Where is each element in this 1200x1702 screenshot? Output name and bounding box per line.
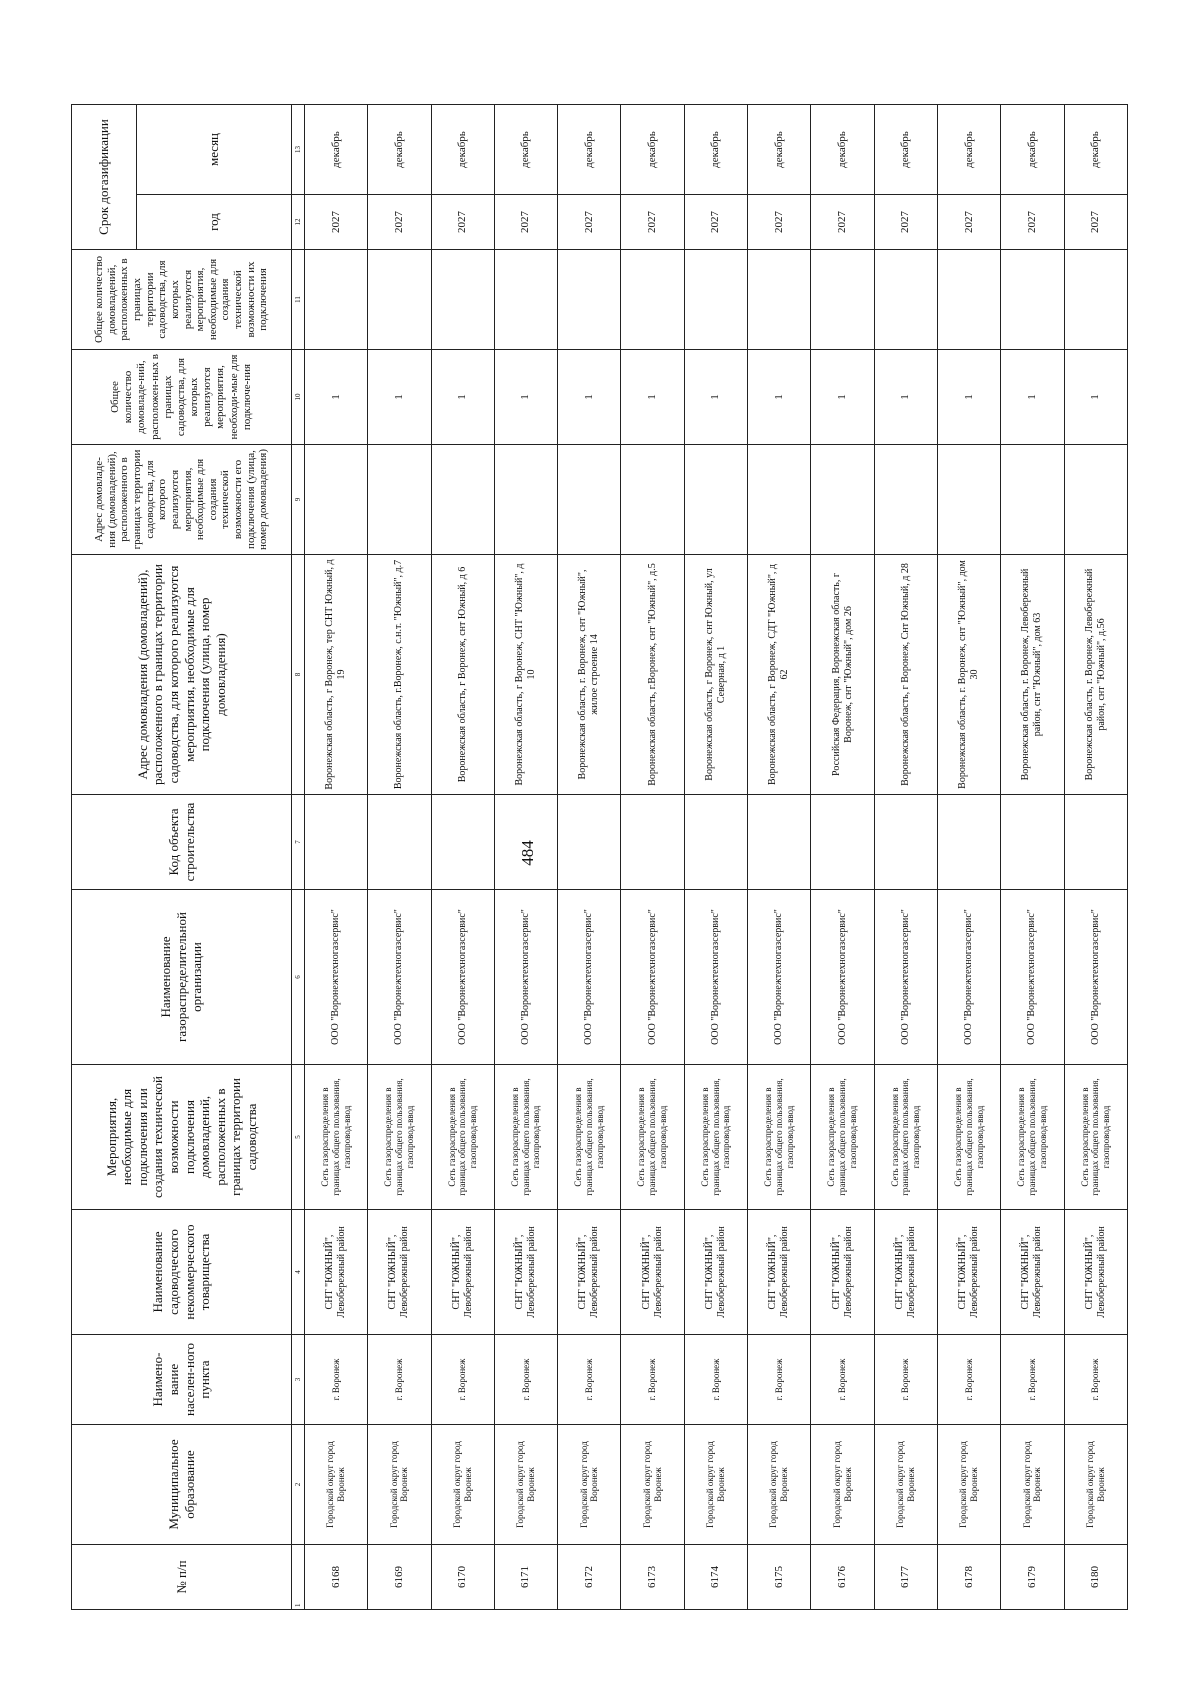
month-cell: декабрь (431, 105, 494, 195)
header-year: год (137, 195, 292, 250)
settlement-cell: г. Воронеж (874, 1335, 937, 1425)
measures-cell: Сеть газораспределения в границах общего пользования, газопровод-ввод (874, 1065, 937, 1210)
snt-cell: СНТ "ЮЖНЫЙ", Левобережный район (937, 1210, 1000, 1335)
month-cell: декабрь (305, 105, 368, 195)
row-number: 6179 (1001, 1545, 1064, 1610)
address-tech-cell (874, 445, 937, 555)
address-tech-cell (811, 445, 874, 555)
header-num: № п/п (72, 1545, 292, 1610)
count-tech-cell (368, 250, 431, 350)
row-number: 6169 (368, 1545, 431, 1610)
column-number-row (292, 105, 305, 1610)
object-code-cell (494, 795, 557, 890)
measures-cell: Сеть газораспределения в границах общего пользования, газопровод-ввод (684, 1065, 747, 1210)
object-code-cell (684, 795, 747, 890)
row-number: 6173 (621, 1545, 684, 1610)
snt-cell: СНТ "ЮЖНЫЙ", Левобережный район (558, 1210, 621, 1335)
row-number: 6176 (811, 1545, 874, 1610)
table-body (305, 105, 1128, 1610)
header-address-connect: Адрес домовладения (домовладений), расположенного в границах территории садоводства, для которого реализуются мероприятия, необходимые для подключения (улица, номер домовладения) (72, 555, 292, 795)
address-tech-cell (684, 445, 747, 555)
settlement-cell: г. Воронеж (621, 1335, 684, 1425)
table-row (811, 105, 874, 1610)
object-code-cell (558, 795, 621, 890)
year-cell: 2027 (937, 195, 1000, 250)
row-number: 6172 (558, 1545, 621, 1610)
snt-cell: СНТ "ЮЖНЫЙ", Левобережный район (874, 1210, 937, 1335)
column-number: 1 (292, 1545, 305, 1610)
count-connect-cell: 1 (1064, 350, 1127, 445)
address-cell: Воронежская область, г. Воронеж, Левобережный район, снт "Южный", дом 63 (1001, 555, 1064, 795)
settlement-cell: г. Воронеж (494, 1335, 557, 1425)
settlement-cell: г. Воронеж (558, 1335, 621, 1425)
year-cell: 2027 (431, 195, 494, 250)
month-cell: декабрь (684, 105, 747, 195)
settlement-cell: г. Воронеж (1001, 1335, 1064, 1425)
year-cell: 2027 (494, 195, 557, 250)
municipal-cell: Городской округ город Воронеж (874, 1425, 937, 1545)
count-tech-cell (558, 250, 621, 350)
gasification-table (71, 104, 1128, 1610)
header-month: месяц (137, 105, 292, 195)
municipal-cell: Городской округ город Воронеж (748, 1425, 811, 1545)
count-connect-cell: 1 (494, 350, 557, 445)
object-code-cell (748, 795, 811, 890)
gas-org-cell: ООО "Воронежтехногазсервис" (684, 890, 747, 1065)
count-tech-cell (811, 250, 874, 350)
count-tech-cell (748, 250, 811, 350)
object-code-cell (368, 795, 431, 890)
gas-org-cell: ООО "Воронежтехногазсервис" (368, 890, 431, 1065)
table-row (305, 105, 368, 1610)
header-row-1 (72, 105, 137, 1610)
municipal-cell: Городской округ город Воронеж (368, 1425, 431, 1545)
year-cell: 2027 (874, 195, 937, 250)
municipal-cell: Городской округ город Воронеж (811, 1425, 874, 1545)
settlement-cell: г. Воронеж (431, 1335, 494, 1425)
year-cell: 2027 (558, 195, 621, 250)
table-row (937, 105, 1000, 1610)
address-tech-cell (305, 445, 368, 555)
year-cell: 2027 (811, 195, 874, 250)
month-cell: декабрь (811, 105, 874, 195)
measures-cell: Сеть газораспределения в границах общего пользования, газопровод-ввод (305, 1065, 368, 1210)
month-cell: декабрь (621, 105, 684, 195)
header-settlement: Наимено-вание населен-ного пункта (72, 1335, 292, 1425)
column-number: 6 (292, 890, 305, 1065)
year-cell: 2027 (1064, 195, 1127, 250)
address-cell: Воронежская область, г Воронеж, СНТ "Южный", д 10 (494, 555, 557, 795)
gas-org-cell: ООО "Воронежтехногазсервис" (558, 890, 621, 1065)
settlement-cell: г. Воронеж (684, 1335, 747, 1425)
count-tech-cell (305, 250, 368, 350)
count-tech-cell (937, 250, 1000, 350)
count-tech-cell (874, 250, 937, 350)
month-cell: декабрь (748, 105, 811, 195)
count-tech-cell (621, 250, 684, 350)
address-cell: Воронежская область, г Воронеж, Снт Южный, д 28 (874, 555, 937, 795)
object-code-cell (431, 795, 494, 890)
object-code-cell (621, 795, 684, 890)
settlement-cell: г. Воронеж (305, 1335, 368, 1425)
settlement-cell: г. Воронеж (1064, 1335, 1127, 1425)
count-connect-cell: 1 (874, 350, 937, 445)
municipal-cell: Городской округ город Воронеж (621, 1425, 684, 1545)
count-connect-cell: 1 (305, 350, 368, 445)
address-tech-cell (937, 445, 1000, 555)
address-cell: Воронежская область, г Воронеж, тер СНТ Южный, д 19 (305, 555, 368, 795)
snt-cell: СНТ "ЮЖНЫЙ", Левобережный район (1064, 1210, 1127, 1335)
address-tech-cell (494, 445, 557, 555)
table-row (874, 105, 937, 1610)
gas-org-cell: ООО "Воронежтехногазсервис" (874, 890, 937, 1065)
gas-org-cell: ООО "Воронежтехногазсервис" (621, 890, 684, 1065)
month-cell: декабрь (558, 105, 621, 195)
gas-org-cell: ООО "Воронежтехногазсервис" (748, 890, 811, 1065)
year-cell: 2027 (684, 195, 747, 250)
gas-org-cell: ООО "Воронежтехногазсервис" (431, 890, 494, 1065)
header-count-connect: Общее количество домовладе-ний, расположен-ных в границах садоводства, для которых реализуются мероприятия, необходи-мые для подключе-ния (72, 350, 292, 445)
table-row (1001, 105, 1064, 1610)
year-cell: 2027 (748, 195, 811, 250)
column-number: 4 (292, 1210, 305, 1335)
row-number: 6171 (494, 1545, 557, 1610)
address-cell: Воронежская область, г Воронеж, снт Южный, ул Северная, д 1 (684, 555, 747, 795)
measures-cell: Сеть газораспределения в границах общего пользования, газопровод-ввод (1064, 1065, 1127, 1210)
row-number: 6175 (748, 1545, 811, 1610)
address-tech-cell (558, 445, 621, 555)
count-connect-cell: 1 (368, 350, 431, 445)
year-cell: 2027 (1001, 195, 1064, 250)
gas-org-cell: ООО "Воронежтехногазсервис" (305, 890, 368, 1065)
object-code-cell (874, 795, 937, 890)
count-connect-cell: 1 (811, 350, 874, 445)
header-count-tech: Общее количество домовладений, расположенных в границах территории садоводства, для которых реализуются мероприятия, необходимые для создания технической возможности их подключения (72, 250, 292, 350)
measures-cell: Сеть газораспределения в границах общего пользования, газопровод-ввод (748, 1065, 811, 1210)
object-code-cell (937, 795, 1000, 890)
municipal-cell: Городской округ город Воронеж (937, 1425, 1000, 1545)
snt-cell: СНТ "ЮЖНЫЙ", Левобережный район (305, 1210, 368, 1335)
count-tech-cell (684, 250, 747, 350)
header-snt: Наименование садоводческого некоммерческого товарищества (72, 1210, 292, 1335)
document-table-wrapper (71, 105, 1128, 1610)
settlement-cell: г. Воронеж (368, 1335, 431, 1425)
table-row (1064, 105, 1127, 1610)
table-row (621, 105, 684, 1610)
municipal-cell: Городской округ город Воронеж (1064, 1425, 1127, 1545)
header-object-code: Код объекта строительства (72, 795, 292, 890)
count-connect-cell: 1 (621, 350, 684, 445)
month-cell: декабрь (1001, 105, 1064, 195)
gas-org-cell: ООО "Воронежтехногазсервис" (937, 890, 1000, 1065)
page-number: 484 (518, 840, 537, 866)
table-row (494, 105, 557, 1610)
count-connect-cell: 1 (558, 350, 621, 445)
object-code-cell (1064, 795, 1127, 890)
column-number: 11 (292, 250, 305, 350)
row-number: 6170 (431, 1545, 494, 1610)
address-cell: Воронежская область, г. Воронеж, снт "Южный", жилое строение 14 (558, 555, 621, 795)
count-connect-cell: 1 (1001, 350, 1064, 445)
table-row (431, 105, 494, 1610)
settlement-cell: г. Воронеж (811, 1335, 874, 1425)
row-number: 6180 (1064, 1545, 1127, 1610)
address-tech-cell (748, 445, 811, 555)
address-tech-cell (1064, 445, 1127, 555)
table-row (368, 105, 431, 1610)
snt-cell: СНТ "ЮЖНЫЙ", Левобережный район (431, 1210, 494, 1335)
address-cell: Воронежская область, г. Воронеж, Левобережный район, снт "Южный", д.56 (1064, 555, 1127, 795)
count-connect-cell: 1 (748, 350, 811, 445)
month-cell: декабрь (1064, 105, 1127, 195)
measures-cell: Сеть газораспределения в границах общего пользования, газопровод-ввод (1001, 1065, 1064, 1210)
municipal-cell: Городской округ город Воронеж (1001, 1425, 1064, 1545)
column-number: 7 (292, 795, 305, 890)
address-tech-cell (368, 445, 431, 555)
month-cell: декабрь (368, 105, 431, 195)
gas-org-cell: ООО "Воронежтехногазсервис" (1001, 890, 1064, 1065)
address-cell: Российская Федерация, Воронежская область, г Воронеж, снт "Южный", дом 26 (811, 555, 874, 795)
count-connect-cell: 1 (937, 350, 1000, 445)
address-cell: Воронежская область, г Воронеж, снт Южный, д 6 (431, 555, 494, 795)
gas-org-cell: ООО "Воронежтехногазсервис" (1064, 890, 1127, 1065)
object-code-cell (811, 795, 874, 890)
column-number: 10 (292, 350, 305, 445)
count-tech-cell (494, 250, 557, 350)
year-cell: 2027 (305, 195, 368, 250)
measures-cell: Сеть газораспределения в границах общего пользования, газопровод-ввод (431, 1065, 494, 1210)
municipal-cell: Городской округ город Воронеж (684, 1425, 747, 1545)
table-row (748, 105, 811, 1610)
address-cell: Воронежская область, г.Воронеж, снт "Южный", д.5 (621, 555, 684, 795)
address-cell: Воронежская область, г.Воронеж, с.н.т. "Южный", д.7 (368, 555, 431, 795)
row-number: 6178 (937, 1545, 1000, 1610)
snt-cell: СНТ "ЮЖНЫЙ", Левобережный район (494, 1210, 557, 1335)
gas-org-cell: ООО "Воронежтехногазсервис" (811, 890, 874, 1065)
address-cell: Воронежская область, г Воронеж, СДТ "Южный", д 62 (748, 555, 811, 795)
municipal-cell: Городской округ город Воронеж (494, 1425, 557, 1545)
snt-cell: СНТ "ЮЖНЫЙ", Левобережный район (1001, 1210, 1064, 1335)
row-number: 6177 (874, 1545, 937, 1610)
municipal-cell: Городской округ город Воронеж (305, 1425, 368, 1545)
measures-cell: Сеть газораспределения в границах общего пользования, газопровод-ввод (621, 1065, 684, 1210)
settlement-cell: г. Воронеж (937, 1335, 1000, 1425)
header-address-tech: Адрес домовладе-ния (домовладений), расположенного в границах территории садоводства, для которого реализуются мероприятия, необходимые для создания технической возможности его подключения (улица, номер домовладения) (72, 445, 292, 555)
address-tech-cell (621, 445, 684, 555)
settlement-cell: г. Воронеж (748, 1335, 811, 1425)
month-cell: декабрь (937, 105, 1000, 195)
column-number: 3 (292, 1335, 305, 1425)
year-cell: 2027 (368, 195, 431, 250)
measures-cell: Сеть газораспределения в границах общего пользования, газопровод-ввод (811, 1065, 874, 1210)
table-row (684, 105, 747, 1610)
column-number: 8 (292, 555, 305, 795)
snt-cell: СНТ "ЮЖНЫЙ", Левобережный район (368, 1210, 431, 1335)
snt-cell: СНТ "ЮЖНЫЙ", Левобережный район (811, 1210, 874, 1335)
column-number: 9 (292, 445, 305, 555)
row-number: 6168 (305, 1545, 368, 1610)
snt-cell: СНТ "ЮЖНЫЙ", Левобережный район (748, 1210, 811, 1335)
header-deadline: Срок догазификации (72, 105, 137, 250)
header-municipal: Муниципальное образование (72, 1425, 292, 1545)
column-number: 13 (292, 105, 305, 195)
object-code-cell (1001, 795, 1064, 890)
municipal-cell: Городской округ город Воронеж (558, 1425, 621, 1545)
address-tech-cell (431, 445, 494, 555)
row-number: 6174 (684, 1545, 747, 1610)
count-connect-cell: 1 (684, 350, 747, 445)
column-number: 12 (292, 195, 305, 250)
column-number: 2 (292, 1425, 305, 1545)
table-row (558, 105, 621, 1610)
snt-cell: СНТ "ЮЖНЫЙ", Левобережный район (684, 1210, 747, 1335)
object-code-cell (305, 795, 368, 890)
column-number: 5 (292, 1065, 305, 1210)
header-measures: Мероприятия, необходимые для подключения или создания технической возможности подключения домовладений, расположенных в границах территории садоводства (72, 1065, 292, 1210)
snt-cell: СНТ "ЮЖНЫЙ", Левобережный район (621, 1210, 684, 1335)
month-cell: декабрь (874, 105, 937, 195)
municipal-cell: Городской округ город Воронеж (431, 1425, 494, 1545)
count-connect-cell: 1 (431, 350, 494, 445)
measures-cell: Сеть газораспределения в границах общего пользования, газопровод-ввод (368, 1065, 431, 1210)
header-gas-org: Наименование газораспределительной организации (72, 890, 292, 1065)
count-tech-cell (1001, 250, 1064, 350)
address-cell: Воронежская область, г. Воронеж, снт "Южный", дом 30 (937, 555, 1000, 795)
measures-cell: Сеть газораспределения в границах общего пользования, газопровод-ввод (558, 1065, 621, 1210)
measures-cell: Сеть газораспределения в границах общего пользования, газопровод-ввод (494, 1065, 557, 1210)
year-cell: 2027 (621, 195, 684, 250)
gas-org-cell: ООО "Воронежтехногазсервис" (494, 890, 557, 1065)
month-cell: декабрь (494, 105, 557, 195)
measures-cell: Сеть газораспределения в границах общего пользования, газопровод-ввод (937, 1065, 1000, 1210)
count-tech-cell (1064, 250, 1127, 350)
address-tech-cell (1001, 445, 1064, 555)
count-tech-cell (431, 250, 494, 350)
